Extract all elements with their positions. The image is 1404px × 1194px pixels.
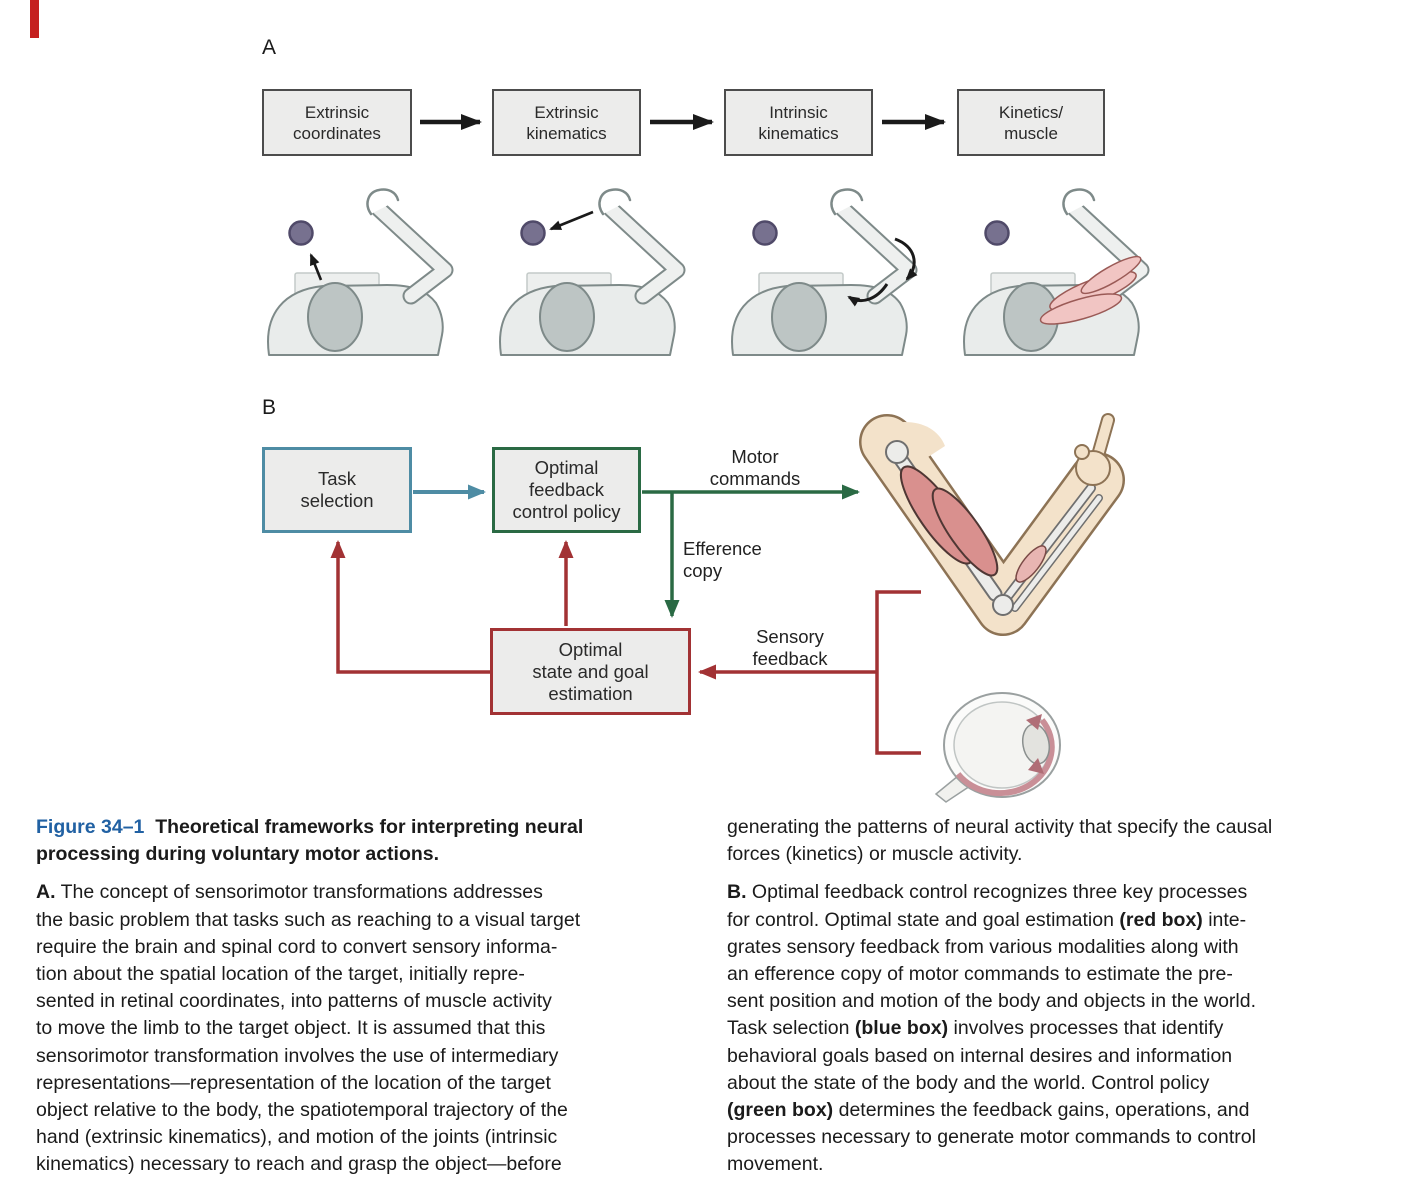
caption-line: Figure 34–1 Theoretical frameworks for interpreting neural bbox=[36, 816, 584, 838]
arrow-estimation-to-task bbox=[338, 542, 491, 672]
efference-copy-label: Efference copy bbox=[683, 538, 762, 581]
person-figure-extrinsic-kinematics bbox=[487, 183, 702, 358]
caption-line: movement. bbox=[727, 1153, 824, 1176]
panel-a-letter: A bbox=[262, 36, 277, 59]
box-kinetics-muscle bbox=[957, 89, 1105, 156]
box-line: Extrinsic bbox=[534, 102, 599, 122]
caption-line: grates sensory feedback from various modalities along with bbox=[727, 935, 1239, 958]
caption-line: B. Optimal feedback control recognizes three key processes bbox=[727, 881, 1248, 904]
box-intrinsic-kinematics bbox=[724, 89, 873, 156]
caption-line: to move the limb to the target object. It is assumed that this bbox=[36, 1017, 546, 1040]
caption-line: A. The concept of sensorimotor transformations addresses bbox=[36, 881, 543, 904]
box-line: feedback bbox=[528, 479, 605, 500]
box-task-selection bbox=[262, 447, 412, 533]
caption-line: generating the patterns of neural activity that specify the causal bbox=[727, 816, 1273, 838]
caption-paragraph-a-continued bbox=[727, 814, 1375, 868]
caption-line: about the state of the body and the world. Control policy bbox=[727, 1071, 1210, 1094]
motor-commands-label: Motor commands bbox=[709, 446, 801, 489]
caption-line: processes necessary to generate motor commands to control bbox=[727, 1126, 1256, 1149]
box-line: Optimal bbox=[534, 457, 599, 478]
caption-line: representations—representation of the location of the target bbox=[36, 1071, 551, 1094]
sensory-feedback-label: Sensory feedback bbox=[752, 626, 828, 669]
caption-line: kinematics) necessary to reach and grasp the object—before bbox=[36, 1153, 562, 1176]
eye-cross-section-illustration bbox=[930, 688, 1080, 808]
box-line: Kinetics/ bbox=[998, 102, 1064, 122]
box-line: Task bbox=[317, 468, 357, 489]
caption-column-right bbox=[727, 814, 1375, 1190]
caption-paragraph-a bbox=[36, 879, 684, 1178]
box-optimal-state-goal-estimation bbox=[490, 628, 691, 715]
caption-paragraph-b bbox=[727, 879, 1375, 1178]
box-extrinsic-kinematics bbox=[492, 89, 641, 156]
caption-line: (green box) determines the feedback gains, operations, and bbox=[727, 1099, 1250, 1122]
box-line: state and goal bbox=[532, 660, 649, 682]
box-line: Intrinsic bbox=[769, 102, 828, 122]
box-optimal-feedback-control-policy bbox=[492, 447, 641, 533]
person-figure-intrinsic-kinematics bbox=[719, 183, 934, 358]
caption-line: for control. Optimal state and goal estimation (red box) inte- bbox=[727, 908, 1247, 931]
caption-line: sented in retinal coordinates, into patterns of muscle activity bbox=[36, 990, 552, 1013]
person-figure-extrinsic-coordinates bbox=[255, 183, 470, 358]
box-line: selection bbox=[300, 490, 374, 511]
box-line: Extrinsic bbox=[304, 102, 370, 122]
caption-line: an efference copy of motor commands to estimate the pre- bbox=[727, 963, 1233, 986]
caption-line: tion about the spatial location of the target, initially repre- bbox=[36, 963, 525, 986]
box-line: control policy bbox=[512, 501, 621, 522]
caption-line: the basic problem that tasks such as reaching to a visual target bbox=[36, 908, 581, 931]
caption-line: require the brain and spinal cord to convert sensory informa- bbox=[36, 935, 558, 958]
box-line: muscle bbox=[1004, 123, 1058, 143]
arm-with-muscles-illustration bbox=[845, 412, 1175, 647]
box-line: kinematics bbox=[758, 123, 839, 143]
caption-line: hand (extrinsic kinematics), and motion of the joints (intrinsic bbox=[36, 1126, 558, 1149]
page-edge-red-bar bbox=[30, 0, 39, 38]
box-line: Optimal bbox=[558, 638, 623, 660]
figure-caption-title bbox=[36, 814, 684, 868]
box-line: kinematics bbox=[526, 123, 607, 143]
caption-line: sent position and motion of the body and objects in the world. bbox=[727, 990, 1257, 1013]
caption-line: sensorimotor transformation involves the use of intermediary bbox=[36, 1044, 559, 1067]
box-line: coordinates bbox=[293, 123, 381, 143]
caption-line: behavioral goals based on internal desires and information bbox=[727, 1044, 1233, 1067]
pointing-hand bbox=[1075, 420, 1110, 485]
caption-column-left bbox=[36, 814, 684, 1190]
caption-line: object relative to the body, the spatiotemporal trajectory of the bbox=[36, 1099, 568, 1122]
caption-line: Task selection (blue box) involves processes that identify bbox=[727, 1017, 1224, 1040]
caption-line: forces (kinetics) or muscle activity. bbox=[727, 843, 1023, 866]
person-figure-kinetics-muscle bbox=[951, 183, 1166, 358]
caption-line: processing during voluntary motor actions. bbox=[36, 843, 440, 866]
box-extrinsic-coordinates bbox=[262, 89, 412, 156]
box-line: estimation bbox=[548, 682, 633, 704]
panel-b-letter: B bbox=[262, 396, 277, 419]
